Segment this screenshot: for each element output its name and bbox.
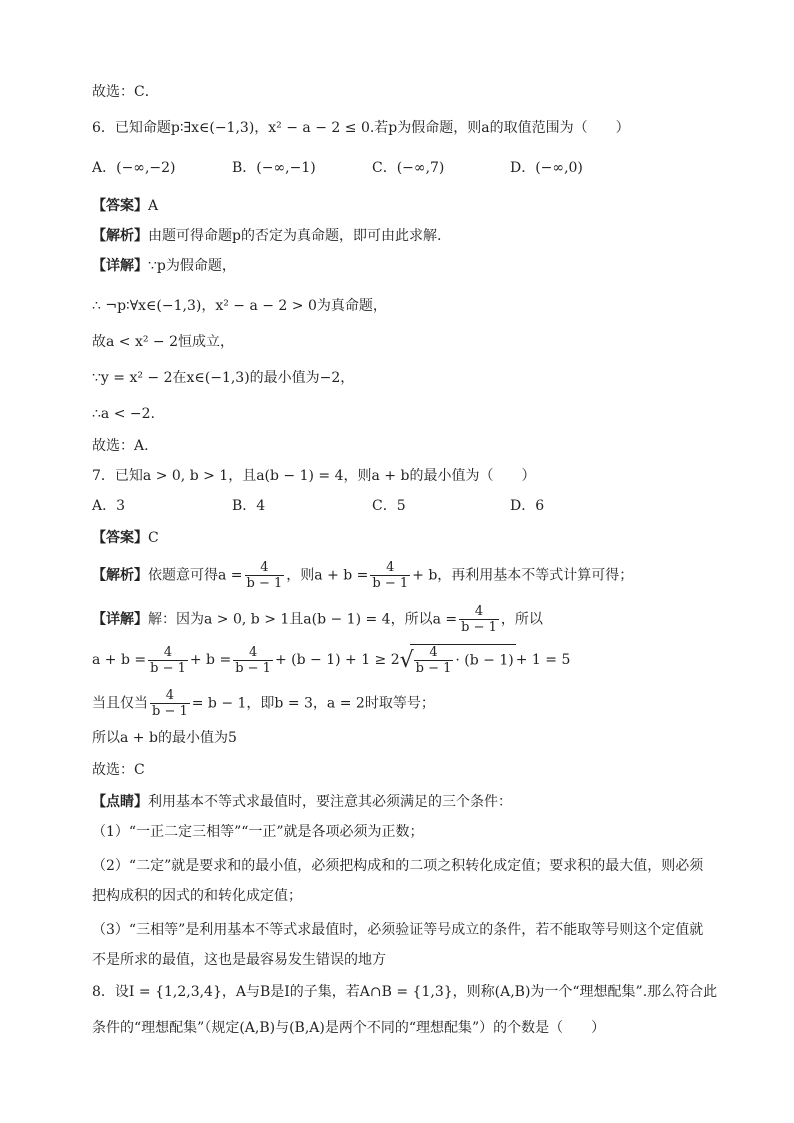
fraction xyxy=(150,688,190,719)
fraction-denominator: b − 1 xyxy=(246,576,283,591)
q7-tip xyxy=(92,792,512,812)
q6-option-d: D．(−∞,0) xyxy=(510,160,583,176)
fraction xyxy=(233,645,273,676)
analysis-pre: 依题意可得a = xyxy=(148,567,243,584)
when-post: = b − 1，即b = 3，a = 2时取等号； xyxy=(191,695,435,712)
fraction xyxy=(370,560,410,591)
tip-tag: 【点睛】 xyxy=(92,794,148,810)
q7-option-c: C．5 xyxy=(372,498,406,514)
fraction-numerator: 4 xyxy=(386,560,395,575)
q6-choice: 故选：A. xyxy=(92,438,149,454)
radicand xyxy=(410,644,516,676)
q7-min-value: 所以a + b的最小值为5 xyxy=(92,730,237,746)
q6-step-2: 故a < x² − 2恒成立， xyxy=(92,334,235,350)
q7-tip-2a: （2）“二定”就是要求和的最小值，必须把构成和的二项之积转化成定值；要求积的最大值，则必须 xyxy=(92,858,704,874)
fraction xyxy=(459,604,499,635)
q6-step-3: ∵y = x² − 2在x∈(−1,3)的最小值为−2， xyxy=(92,370,355,386)
fraction xyxy=(148,645,188,676)
q6-stem: 6．已知命题p∶∃x∈(−1,3)，x² − a − 2 ≤ 0.若p为假命题，则a的取值范围为（ ） xyxy=(92,120,630,136)
eq-part-c: + (b − 1) + 1 ≥ 2 xyxy=(274,652,400,668)
fraction-numerator: 4 xyxy=(429,645,438,660)
tip-text: 利用基本不等式求最值时，要注意其必须满足的三个条件： xyxy=(148,794,512,810)
fraction-numerator: 4 xyxy=(165,688,175,703)
answer-text: A xyxy=(148,198,159,214)
detail-post: ，所以 xyxy=(500,611,543,628)
q7-option-b: B．4 xyxy=(232,498,266,514)
fraction-numerator: 4 xyxy=(163,644,173,660)
fraction-denominator: b − 1 xyxy=(461,620,497,635)
detail-tag: 【详解】 xyxy=(92,611,148,628)
analysis-tag: 【解析】 xyxy=(92,567,148,584)
q7-tip-3b: 不是所求的最值，这也是最容易发生错误的地方 xyxy=(92,952,386,968)
q7-choice: 故选：C xyxy=(92,762,145,778)
answer-tag: 【答案】 xyxy=(92,198,148,214)
detail-text: ∵p为假命题， xyxy=(148,258,236,274)
q7-equation xyxy=(92,644,570,676)
fraction-numerator: 4 xyxy=(260,560,269,575)
q7-tip-3a: （3）“三相等”是利用基本不等式求最值时，必须验证等号成立的条件，若不能取等号则这个定值就 xyxy=(92,922,704,938)
answer-text: C xyxy=(148,530,159,546)
analysis-mid: ，则a + b = xyxy=(286,567,369,584)
radical-sign-icon: √ xyxy=(399,648,414,673)
q6-step-1: ∴ ¬p∶∀x∈(−1,3)，x² − a − 2 > 0为真命题， xyxy=(92,298,387,314)
q6-option-a: A．(−∞,−2) xyxy=(92,160,176,176)
q8-stem-line-1: 8．设I = {1,2,3,4}，A与B是I的子集，若A∩B = {1,3}，则称(A,B)为一个“理想配集”.那么符合此 xyxy=(92,984,718,1000)
q7-detail xyxy=(92,604,543,635)
prev-answer-line: 故选：C． xyxy=(92,84,159,100)
analysis-text: 由题可得命题p的否定为真命题，即可由此求解. xyxy=(148,228,442,244)
detail-tag: 【详解】 xyxy=(92,258,148,274)
q7-analysis xyxy=(92,560,633,591)
analysis-post: + b，再利用基本不等式计算可得； xyxy=(412,567,634,584)
radicand-rest: · (b − 1) xyxy=(455,652,514,669)
fraction-numerator: 4 xyxy=(474,604,484,619)
q7-tip-1: （1）“一正二定三相等”“一正”就是各项必须为正数； xyxy=(92,824,424,840)
q7-tip-2b: 把构成积的因式的和转化成定值； xyxy=(92,888,302,904)
detail-pre: 解：因为a > 0, b > 1且a(b − 1) = 4，所以a = xyxy=(148,611,458,628)
q7-stem: 7．已知a > 0, b > 1，且a(b − 1) = 4，则a + b的最小值为（ ） xyxy=(92,468,536,484)
analysis-tag: 【解析】 xyxy=(92,228,148,244)
fraction xyxy=(245,560,285,591)
fraction-numerator: 4 xyxy=(248,644,258,660)
fraction-denominator: b − 1 xyxy=(235,660,271,676)
eq-part-d: + 1 = 5 xyxy=(515,652,571,668)
q7-option-d: D．6 xyxy=(510,498,545,514)
q6-analysis xyxy=(92,226,441,246)
fraction-denominator: b − 1 xyxy=(372,576,409,591)
q8-stem-line-2: 条件的“理想配集”（规定(A,B)与(B,A)是两个不同的“理想配集”）的个数是（ ） xyxy=(92,1020,606,1036)
q6-option-c: C．(−∞,7) xyxy=(372,160,445,176)
q6-answer xyxy=(92,196,158,216)
q6-detail xyxy=(92,256,236,276)
eq-part-b: + b = xyxy=(189,652,232,668)
fraction-denominator: b − 1 xyxy=(152,704,188,719)
q7-answer xyxy=(92,528,159,548)
fraction-denominator: b − 1 xyxy=(150,660,186,676)
square-root xyxy=(400,644,516,676)
q6-option-b: B．(−∞,−1) xyxy=(232,160,316,176)
fraction xyxy=(414,645,454,676)
fraction-denominator: b − 1 xyxy=(415,661,452,676)
eq-part-a: a + b = xyxy=(92,652,147,668)
answer-tag: 【答案】 xyxy=(92,530,148,546)
when-pre: 当且仅当 xyxy=(92,695,148,712)
q7-equality-condition xyxy=(92,688,435,719)
q6-step-4: ∴a < −2. xyxy=(92,406,155,422)
q7-option-a: A．3 xyxy=(92,498,126,514)
